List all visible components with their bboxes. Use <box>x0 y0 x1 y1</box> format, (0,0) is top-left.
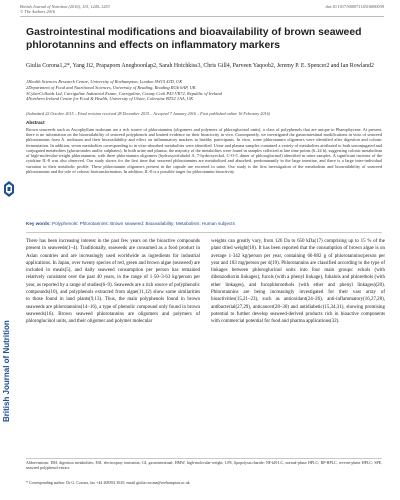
header-rule <box>20 16 384 17</box>
bjn-logo-icon <box>2 180 16 198</box>
affiliation: 2Department of Food and Nutritional Sciences, University of Reading, Reading RG6 6AP, UK <box>26 84 196 90</box>
abbreviations-footnote: Abbreviations: DM, digestion metabolites; ESI, electrospray ionisation; GI, gastrointestinal; HMW, high-molecular-weight; LPS, lipopolysaccharide; NF-kB-LC, normal-phase HPLC; RP-HPLC, reverse-phase HPLC; SPE, seaweed polyphenol extract. <box>26 461 382 471</box>
abstract-heading: Abstract <box>26 120 45 125</box>
article-title: Gastrointestinal modifications and bioavailability of brown seaweed phlorotannins and effects on inflammatory markers <box>26 27 362 51</box>
corresponding-author: * Corresponding author: Dr G. Corona, fax +44 208392 3610, email giulia.corona@roehampton.ac.uk <box>26 480 190 485</box>
affiliation: 4Northern Ireland Centre for Food & Health, University of Ulster, Coleraine BT52 1AA, UK <box>26 96 194 102</box>
sidebar-branding <box>2 180 16 430</box>
body-column-right: weights can greatly vary, from 126 Da to 650 kDa(17) comprising up to 15 % of the plant dried weight(18). It has been reported that the consumption of brown algae is on average 1·342 kg/person per year, containing 66·882 g of phlorotannins/person per year and 183 mg/person per d(19). Phlorotannins are classified according to the type of linkages between phloroglucinol units into four main groups: eckols (with dibenzodioxin linkages), fucols (with a phenyl linkage), fuhalols and phlorethols (with ether linkages), and fucophloroethols (with ether and phenyl linkages)(20). Phlorotannins are being increasingly investigated for their vast array of bioactivities(15,21–23), such as antioxidant(24–26), anti-inflammatory(16,27,28), antibacterial(27,29), anticancer(28–30) and antidiabetic(15,34,31), showing promising potential to further develop seaweed-derived products rich in bioactive components with commercial potential for food and pharma applications(32). <box>211 239 385 325</box>
submission-dates: (Submitted 22 October 2015 – Final revision received 28 December 2015 – Accepted 7 January 2016 – First published online 16 February 2016) <box>26 111 271 116</box>
affiliations <box>26 79 382 102</box>
body-column-left: There has been increasing interest in the past few years on the bioactive compounds present in seaweeds(1–4). Traditionally, seaweeds are consumed as a food product in Asian countries and are increasingly used worldwide as ingredients for industrial applications. In Japan, over twenty species of red, green and brown algae (seaweed) are included in meals(5), and daily seaweed consumption per person has remained relatively consistent over the past 40 years, in the range of 1·50–3·63 kg/person per year, as reported by a range of studies(6–9). Seaweeds are a rich source of polyphenolic compounds(10), and polyphenols extracted from algae(11,12) show some similarities to those found in land plants(9,13). Thus, the main polyphenols found in brown seaweeds are phlorotannins(14–16), a type of phenolic compound only found in brown seaweeds(16). Brown seaweed phlorotannins are oligomers and polymers of phloroglucinol units, and their oligomer and polymer molecular <box>26 239 200 325</box>
abstract-text: Brown seaweeds such as Ascophyllum nodosum are a rich source of phlorotannins (oligomers and polymers of phloroglucinol units), a class of polyphenols that are unique to Phaeophyceae. At present, there is no information on the bioavailability of seaweed polyphenols and limited evidence on their bioactivity in vivo. Consequently, we investigated the gastrointestinal modifications in vitro of seaweed phlorotannins from A. nodosum and their bioavailability and effect on inflammatory markers in healthy participants. In vitro, some phlorotannin oligomers were identified after digestion and colonic fermentation. In addition, seven metabolites corresponding to in vitro-absorbed metabolites were identified. Urine and plasma samples contained a variety of metabolites attributed to both unconjugated and conjugated metabolites (glucuronides and/or sulphates). In both urine and plasma, the majority of the metabolites were found in samples collected at late time points (6–24 h), suggesting colonic metabolism of high-molecular-weight phlorotannins, with three phlorotannin oligomers (hydroxytrifuhalol A, 7-hydroxyeckol, C-O-C dimer of phloroglucinol) identified in urine samples. A significant increase of the cytokine IL-8 was also observed. Our study shows for the first time that seaweed phlorotannins are metabolised and absorbed, predominantly in the large intestine, and there is a large inter-individual variation in their metabolic profile. These phlorotannin oligomers present in the capsule are excreted in urine. Our study is the first investigation of the metabolism and bioavailability of seaweed phlorotannins and the role of colonic biotransformation. In addition, IL-8 is a possible target for phlorotannin bioactivity. <box>26 127 382 174</box>
doi[interactable]: doi:10.1017/S0007114516000039 <box>325 4 384 9</box>
journal-citation <box>20 4 110 14</box>
footnote-rule <box>26 458 382 459</box>
keywords-list: Polyphenols: Phlorotannins: Brown seaweed: Bioavailability: Metabolism: Human subjects <box>52 221 235 226</box>
journal-name-vertical: British Journal of Nutrition <box>2 320 11 422</box>
copyright-line: © The Authors 2016 <box>20 9 56 15</box>
keywords <box>26 221 382 226</box>
keywords-label: Key words: <box>26 221 51 226</box>
author-list: Giulia Corona1,2*, Yang Ji2, Prapaporn Anegboonlap2, Sarah Hotchkiss3, Chris Gill4, Parveen Yaqoob2, Jeremy P. E. Spencer2 and Ian Rowland2 <box>26 63 374 69</box>
keywords-rule <box>26 232 382 233</box>
affiliation: 1Health Sciences Research Centre, University of Roehampton, London SW15 4JD, UK <box>26 79 183 84</box>
affiliation: 3CyberColloids Ltd, Carrigaline Industrial Estate, Carrigaline, County Cork P43 VR72, Republic of Ireland <box>26 90 222 96</box>
journal-line: British Journal of Nutrition (2016), 115, 1240–1253 <box>20 4 110 9</box>
